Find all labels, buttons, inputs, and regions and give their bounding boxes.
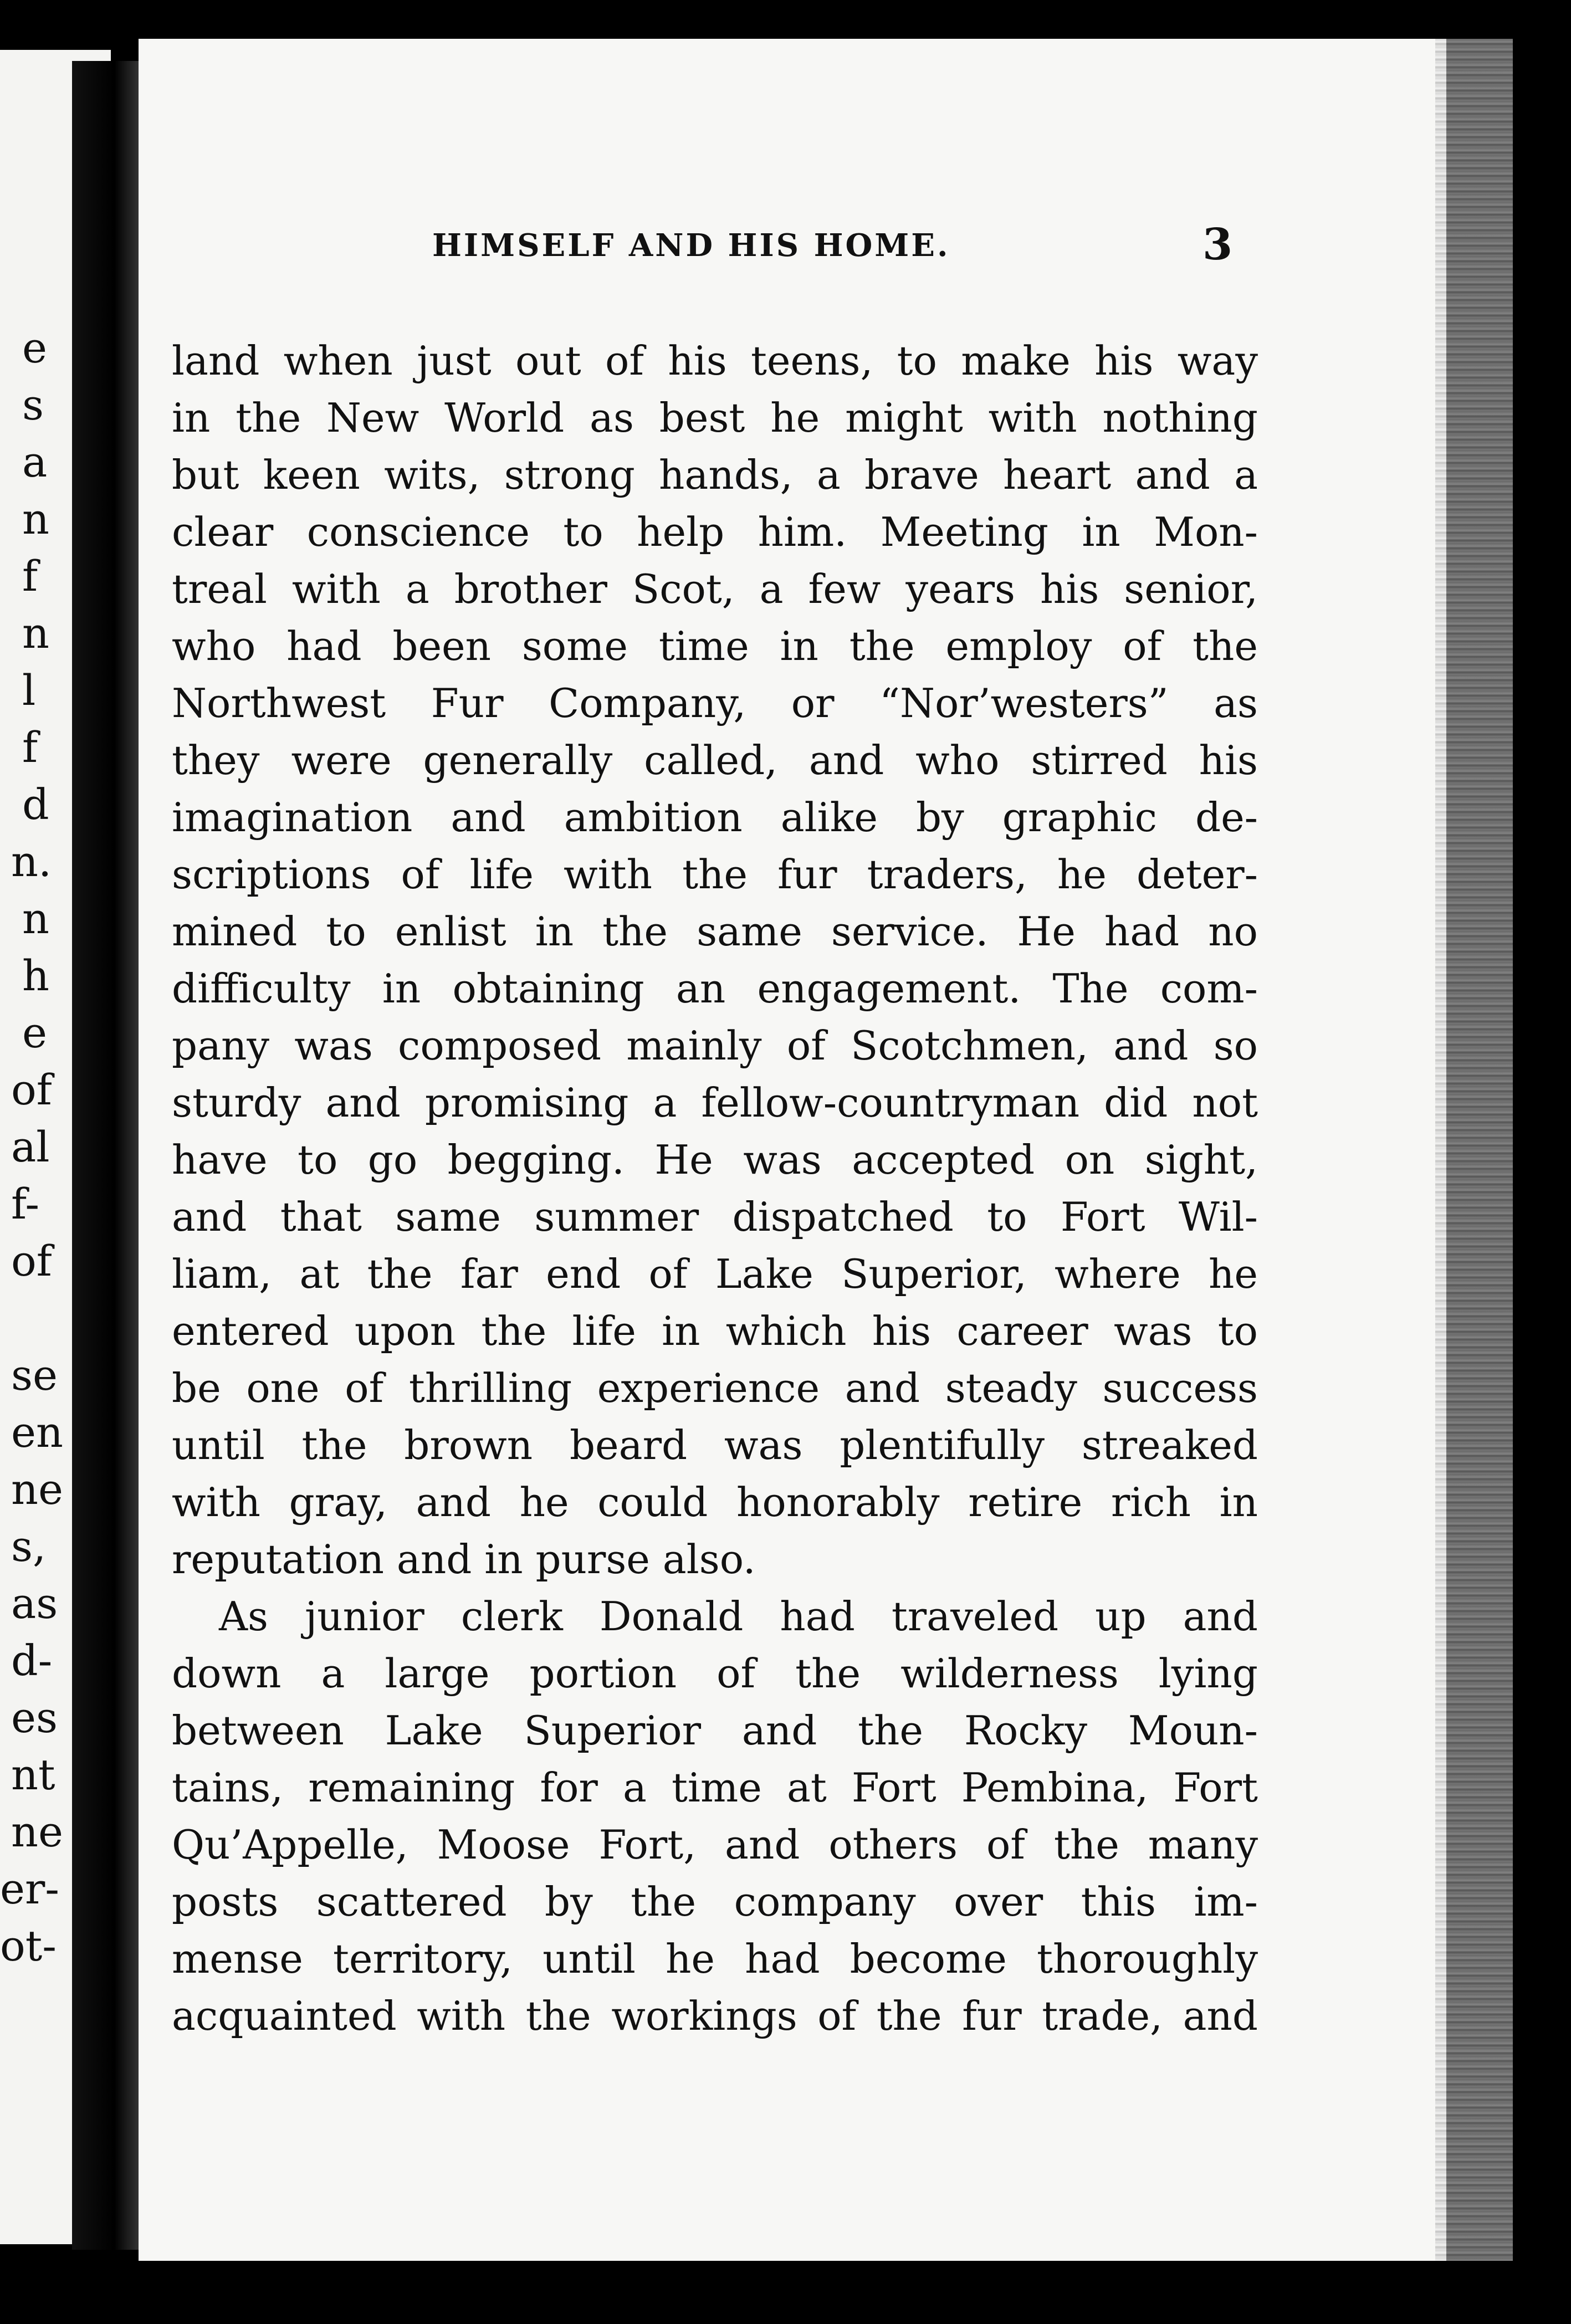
text-line: reputation and in purse also. [172, 1536, 756, 1583]
text-line: between Lake Superior and the Rocky Moun- [172, 1707, 1258, 1754]
text-line: Qu’Appelle, Moose Fort, and others of the many [172, 1821, 1258, 1868]
text-line: with gray, and he could honorably retire rich in [172, 1479, 1258, 1526]
text-line: have to go begging. He was accepted on sight, [172, 1137, 1258, 1183]
text-line: until the brown beard was plentifully streaked [172, 1422, 1258, 1468]
left-page-fragment: es [11, 1693, 58, 1742]
book-page [139, 39, 1446, 2261]
text-line: down a large portion of the wilderness lying [172, 1650, 1258, 1697]
text-line: imagination and ambition alike by graphic de- [172, 794, 1258, 841]
text-line: Northwest Fur Company, or “Nor’westers” as [172, 680, 1258, 726]
left-page-fragment: d- [11, 1636, 53, 1685]
text-line: land when just out of his teens, to make his way [172, 337, 1258, 384]
left-page-fragment: s, [11, 1522, 47, 1571]
page-number: 3 [1202, 219, 1233, 270]
left-page-fragment: al [11, 1122, 50, 1171]
text-line: they were generally called, and who stirred his [172, 737, 1258, 784]
left-page-fragment: of [11, 1065, 52, 1114]
left-page-fragment: ot- [0, 1921, 57, 1970]
left-page-fragment: er- [0, 1864, 59, 1913]
text-line: pany was composed mainly of Scotchmen, and so [172, 1022, 1258, 1069]
text-line: who had been some time in the employ of the [172, 623, 1258, 669]
left-page-fragment: as [11, 1579, 58, 1628]
left-page-fragment: l [22, 666, 36, 715]
text-line: mense territory, until he had become thoroughly [172, 1936, 1258, 1982]
text-line: entered upon the life in which his career was to [172, 1308, 1258, 1354]
left-page-fragment: n. [11, 837, 52, 886]
left-page-fragment: se [11, 1350, 58, 1400]
left-page-fragment: ne [11, 1465, 63, 1514]
text-line: acquainted with the workings of the fur trade, and [172, 1993, 1258, 2039]
left-page-fragment: a [22, 437, 48, 487]
text-line: but keen wits, strong hands, a brave heart and a [172, 452, 1258, 498]
body-text [172, 332, 1258, 2045]
left-page-fragment: of [11, 1236, 52, 1286]
left-page-fragment: f- [11, 1179, 40, 1228]
page-header [139, 219, 1446, 277]
text-line: in the New World as best he might with nothing [172, 395, 1258, 441]
text-line: mined to enlist in the same service. He had no [172, 908, 1258, 955]
text-line: be one of thrilling experience and steady success [172, 1365, 1258, 1411]
left-page-fragment: e [22, 323, 47, 372]
text-line: treal with a brother Scot, a few years his senior, [172, 566, 1258, 612]
text-line: and that same summer dispatched to Fort Wil- [172, 1194, 1258, 1240]
left-page-fragment: en [11, 1407, 63, 1457]
text-line: clear conscience to help him. Meeting in Mon- [172, 509, 1258, 555]
left-page-fragment: f [22, 723, 38, 772]
paragraph [172, 1588, 1258, 2045]
running-head: HIMSELF AND HIS HOME. [432, 227, 950, 264]
left-page-fragment: n [22, 894, 49, 943]
left-page-fragment: h [22, 951, 49, 1000]
text-line: sturdy and promising a fellow-countryman did not [172, 1079, 1258, 1126]
left-page-fragment: nt [11, 1750, 55, 1799]
text-line: tains, remaining for a time at Fort Pembina, Fort [172, 1764, 1258, 1811]
left-page-fragment: n [22, 608, 49, 658]
left-page-fragment: f [22, 551, 38, 601]
text-line: difficulty in obtaining an engagement. The com- [172, 965, 1258, 1012]
text-line: As junior clerk Donald had traveled up and [219, 1593, 1258, 1640]
left-page-fragment: s [22, 380, 44, 429]
left-page-fragment: n [22, 494, 49, 544]
left-page-fragment: ne [11, 1807, 63, 1856]
paragraph [172, 332, 1258, 1588]
left-page-fragment: d [22, 780, 49, 829]
text-line: scriptions of life with the fur traders, he deter- [172, 851, 1258, 898]
text-line: posts scattered by the company over this im- [172, 1878, 1258, 1925]
text-line: liam, at the far end of Lake Superior, where he [172, 1251, 1258, 1297]
left-page-fragment: e [22, 1008, 47, 1057]
